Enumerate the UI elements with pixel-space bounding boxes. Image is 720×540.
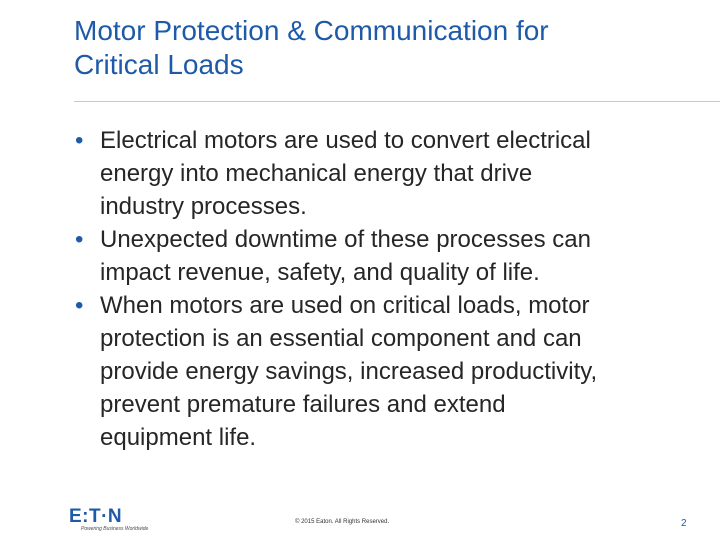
- slide-title: [74, 14, 694, 82]
- bullet-item-3: [75, 289, 695, 454]
- logo-wordmark: E:T·N: [69, 506, 123, 527]
- bullet-1-line-2: energy into mechanical energy that drive: [100, 160, 533, 187]
- bullet-marker: •: [75, 127, 84, 154]
- bullet-3-line-5: equipment life.: [100, 424, 257, 451]
- bullet-2-line-2: impact revenue, safety, and quality of life.: [100, 259, 540, 286]
- bullet-3-line-1: When motors are used on critical loads, motor: [100, 292, 590, 319]
- bullet-list: [75, 124, 695, 454]
- bullet-2-line-1: Unexpected downtime of these processes can: [100, 226, 591, 253]
- bullet-1-line-3: industry processes.: [100, 193, 307, 220]
- bullet-marker: •: [75, 292, 84, 319]
- bullet-item-1: [75, 124, 695, 223]
- title-divider: [74, 101, 720, 102]
- bullet-1-line-1: Electrical motors are used to convert electrical: [100, 127, 591, 154]
- copyright-notice: © 2015 Eaton. All Rights Reserved.: [295, 519, 390, 525]
- page-number: 2: [681, 518, 687, 529]
- logo-tagline: Powering Business Worldwide: [81, 526, 149, 532]
- bullet-marker: •: [75, 226, 84, 253]
- title-line-1: Motor Protection & Communication for: [74, 15, 549, 46]
- bullet-3-line-4: prevent premature failures and extend: [100, 391, 506, 418]
- bullet-3-line-2: protection is an essential component and can: [100, 325, 582, 352]
- bullet-3-line-3: provide energy savings, increased productivity,: [100, 358, 598, 385]
- title-line-2: Critical Loads: [74, 49, 244, 80]
- bullet-item-2: [75, 223, 695, 289]
- eaton-logo: [69, 507, 159, 533]
